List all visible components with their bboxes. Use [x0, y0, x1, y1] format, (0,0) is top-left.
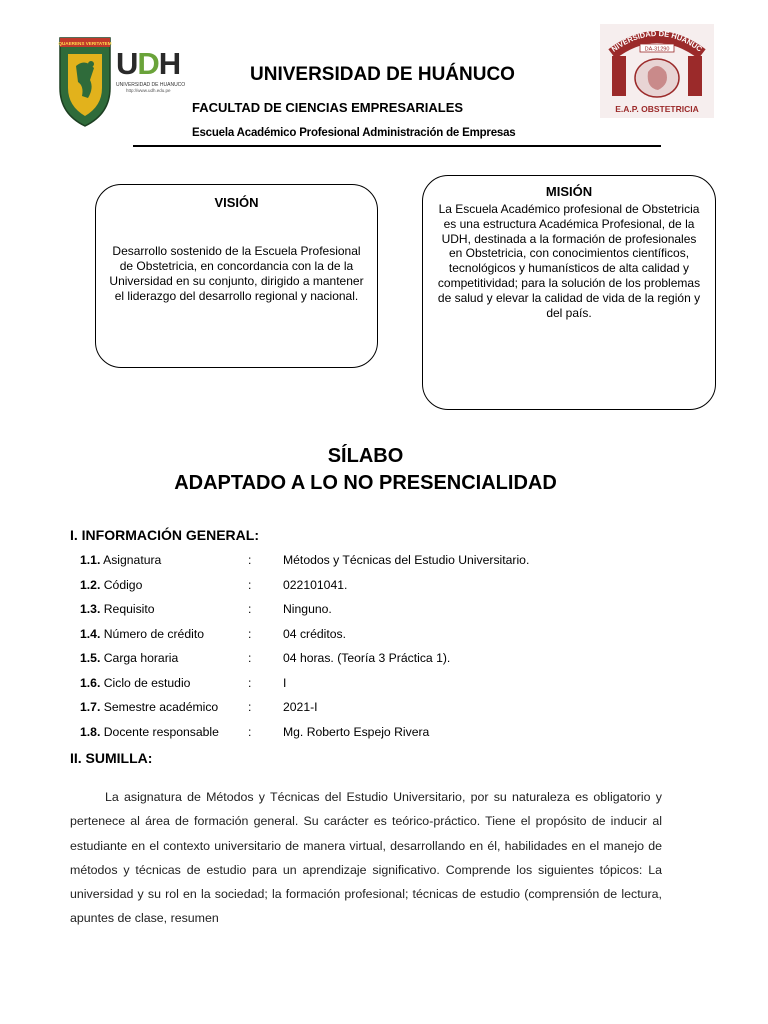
udh-subtitle: UNIVERSIDAD DE HUANUCO	[116, 82, 186, 88]
info-value: 2021-I	[283, 700, 318, 714]
info-value: I	[283, 676, 287, 690]
info-label: Ciclo de estudio	[103, 676, 191, 690]
section-general-info-heading: I. INFORMACIÓN GENERAL:	[70, 527, 259, 543]
info-num: 1.1.	[80, 553, 101, 567]
info-colon: :	[248, 676, 252, 690]
info-value: Ninguno.	[283, 602, 332, 616]
info-colon: :	[248, 578, 252, 592]
info-num: 1.2.	[80, 578, 101, 592]
info-num: 1.8.	[80, 725, 101, 739]
info-label: Docente responsable	[103, 725, 219, 739]
vision-box	[95, 184, 378, 368]
info-row-asignatura	[80, 553, 530, 569]
mision-text: La Escuela Académico profesional de Obstetricia es una estructura Académica Profesional, de la UDH, destinada a la formación de profesionales en Obstetricia, con conocimientos científicos, tecnológicos y humanísticos de alta calidad y competitividad; para la solución de los problemas de salud y elevar la calidad de vida de la región y del país.	[437, 202, 701, 320]
info-label: Semestre académico	[103, 700, 219, 714]
info-label: Número de crédito	[103, 627, 204, 641]
sumilla-paragraph: La asignatura de Métodos y Técnicas del Estudio Universitario, por su naturaleza es obligatorio y pertenece al área de formación general. Su carácter es teórico-práctico. Tiene el propósito de inducir al estudiante en el contexto universitario de manera virtual, desarrollando en él, habilidades en el manejo de métodos y técnicas de estudio para un aprendizaje significativo. Comprende los siguientes tópicos: La universidad y su rol en la sociedad; la formación profesional; técnicas de estudio (comprensión de lectura, apuntes de clase, resumen	[70, 790, 662, 926]
shield-motto: QUAERENS VERITATEM	[58, 41, 112, 46]
info-value: 04 créditos.	[283, 627, 347, 641]
syllabus-subtitle: ADAPTADO A LO NO PRESENCIALIDAD	[174, 472, 557, 494]
udh-letter-u: U	[116, 46, 138, 81]
udh-letter-d: D	[137, 46, 159, 81]
info-colon: :	[248, 700, 252, 714]
seal-top-text: NIVERSIDAD DE HUÁNUC	[609, 28, 704, 54]
info-num: 1.7.	[80, 700, 101, 714]
info-row-carga-horaria	[80, 651, 451, 667]
info-colon: :	[248, 725, 252, 739]
info-row-creditos	[80, 627, 347, 643]
mision-box	[422, 175, 716, 410]
vision-title: VISIÓN	[214, 195, 259, 210]
info-value: Métodos y Técnicas del Estudio Universitario.	[283, 553, 530, 567]
info-num: 1.6.	[80, 676, 101, 690]
udh-wordmark-logo	[116, 48, 188, 104]
university-shield-logo	[58, 36, 112, 128]
udh-url: http://www.udh.edu.pe	[126, 88, 171, 93]
info-colon: :	[248, 627, 252, 641]
vision-text: Desarrollo sostenido de la Escuela Profesional de Obstetricia, en concordancia con la de la Universidad en su conjunto, dirigido a mantener el liderazgo del desarrollo regional y nacional.	[109, 244, 364, 303]
info-colon: :	[248, 553, 252, 567]
info-label: Requisito	[103, 602, 155, 616]
info-colon: :	[248, 602, 252, 616]
header-divider	[133, 145, 661, 147]
info-label: Asignatura	[103, 553, 162, 567]
info-num: 1.5.	[80, 651, 101, 665]
school-title: Escuela Académico Profesional Administración de Empresas	[192, 127, 516, 139]
info-row-codigo	[80, 578, 348, 594]
mision-title: MISIÓN	[545, 184, 593, 199]
info-value: 022101041.	[283, 578, 348, 592]
info-row-ciclo	[80, 676, 287, 692]
info-label: Carga horaria	[103, 651, 179, 665]
info-value: 04 horas. (Teoría 3 Práctica 1).	[283, 651, 451, 665]
info-row-semestre	[80, 700, 318, 716]
university-title: UNIVERSIDAD DE HUÁNUCO	[250, 64, 515, 85]
udh-letter-h: H	[158, 46, 181, 81]
info-row-docente	[80, 725, 430, 741]
info-value: Mg. Roberto Espejo Rivera	[283, 725, 430, 739]
seal-bottom-text: E.A.P. OBSTETRICIA	[615, 104, 699, 114]
seal-code: DA-31290	[644, 46, 670, 53]
info-num: 1.3.	[80, 602, 101, 616]
info-row-requisito	[80, 602, 332, 618]
faculty-title: FACULTAD DE CIENCIAS EMPRESARIALES	[192, 100, 464, 115]
info-colon: :	[248, 651, 252, 665]
info-num: 1.4.	[80, 627, 101, 641]
obstetrics-seal-logo	[600, 24, 714, 118]
section-sumilla-heading: II. SUMILLA:	[70, 750, 153, 766]
info-label: Código	[103, 578, 143, 592]
syllabus-title: SÍLABO	[327, 445, 404, 467]
